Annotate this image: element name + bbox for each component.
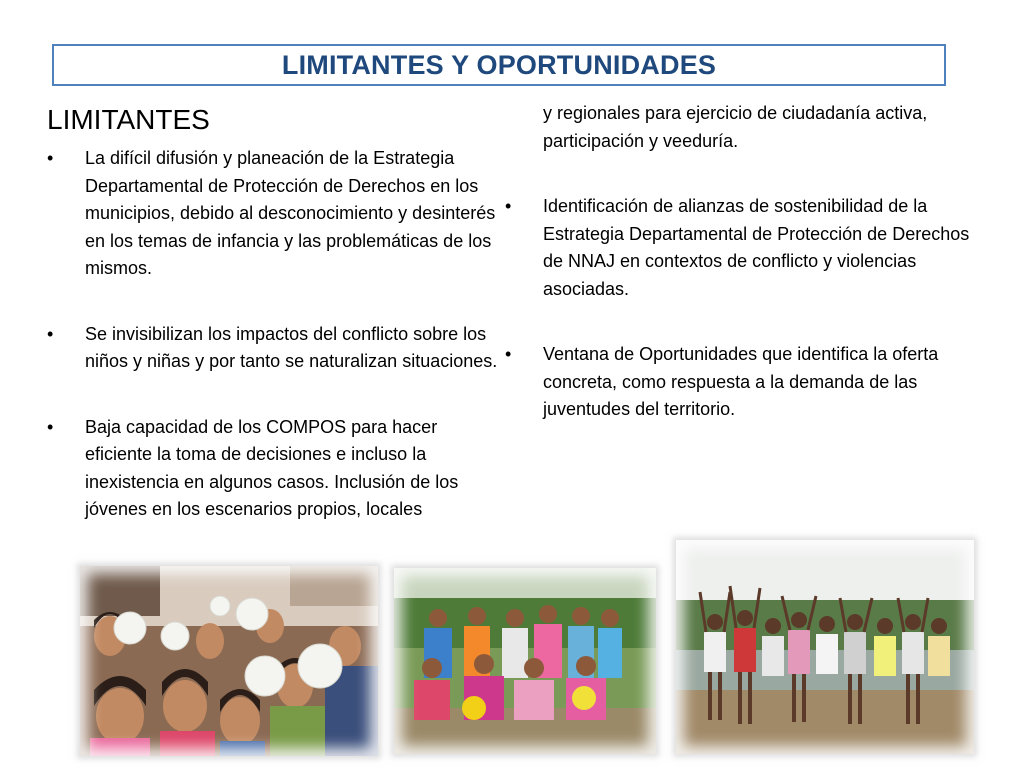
slide-title: LIMITANTES Y OPORTUNIDADES: [281, 49, 717, 80]
bullet-icon: •: [47, 416, 54, 437]
list-item: [47, 321, 507, 376]
bullet-icon: •: [47, 148, 54, 168]
oportunidades-column: [505, 100, 975, 462]
bullet-text: Baja capacidad de los COMPOS para hacer eficiente la toma de decisiones e incluso la inexistencia en algunos casos. Inclusión de los jóvenes en los escenarios propios, locales: [85, 416, 459, 519]
youth-soccer-group-image: [394, 568, 656, 754]
bullet-icon: •: [505, 196, 512, 216]
bullet-text: Identificación de alianzas de sostenibilidad de la Estrategia Departamental de Protección de Derechos de NNAJ en contextos de conflicto y violencias asociadas.: [543, 196, 970, 299]
bullet-text: Ventana de Oportunidades que identifica la oferta concreta, como respuesta a la demanda de las juventudes del territorio.: [543, 344, 939, 419]
list-item: [47, 414, 507, 524]
continuation-text: y regionales para ejercicio de ciudadanía activa, participación y veeduría.: [543, 103, 928, 151]
children-classroom-image: [80, 566, 378, 756]
list-item: [505, 341, 975, 424]
oportunidades-list: [505, 193, 975, 424]
children-classroom-photo: [80, 566, 378, 756]
list-item: [505, 193, 975, 303]
soccer-ball-icon: [572, 686, 596, 710]
children-river-image: [676, 540, 974, 754]
bullet-icon: •: [47, 323, 54, 344]
title-box: [52, 44, 946, 86]
limitantes-list: [47, 145, 507, 524]
bullet-icon: •: [505, 344, 512, 364]
list-item: [47, 145, 507, 283]
soccer-ball-icon: [462, 696, 486, 720]
youth-soccer-group-photo: [394, 568, 656, 754]
limitantes-column: [47, 101, 507, 562]
limitantes-heading: LIMITANTES: [47, 104, 210, 135]
bullet-text: La difícil difusión y planeación de la Estrategia Departamental de Protección de Derechos en los municipios, debido al desconocimiento y desinterés en los temas de infancia y las problemáticas de los mismos.: [85, 148, 496, 278]
bullet-text: Se invisibilizan los impactos del conflicto sobre los niños y niñas y por tanto se naturalizan situaciones.: [85, 323, 498, 371]
children-river-photo: [676, 540, 974, 754]
